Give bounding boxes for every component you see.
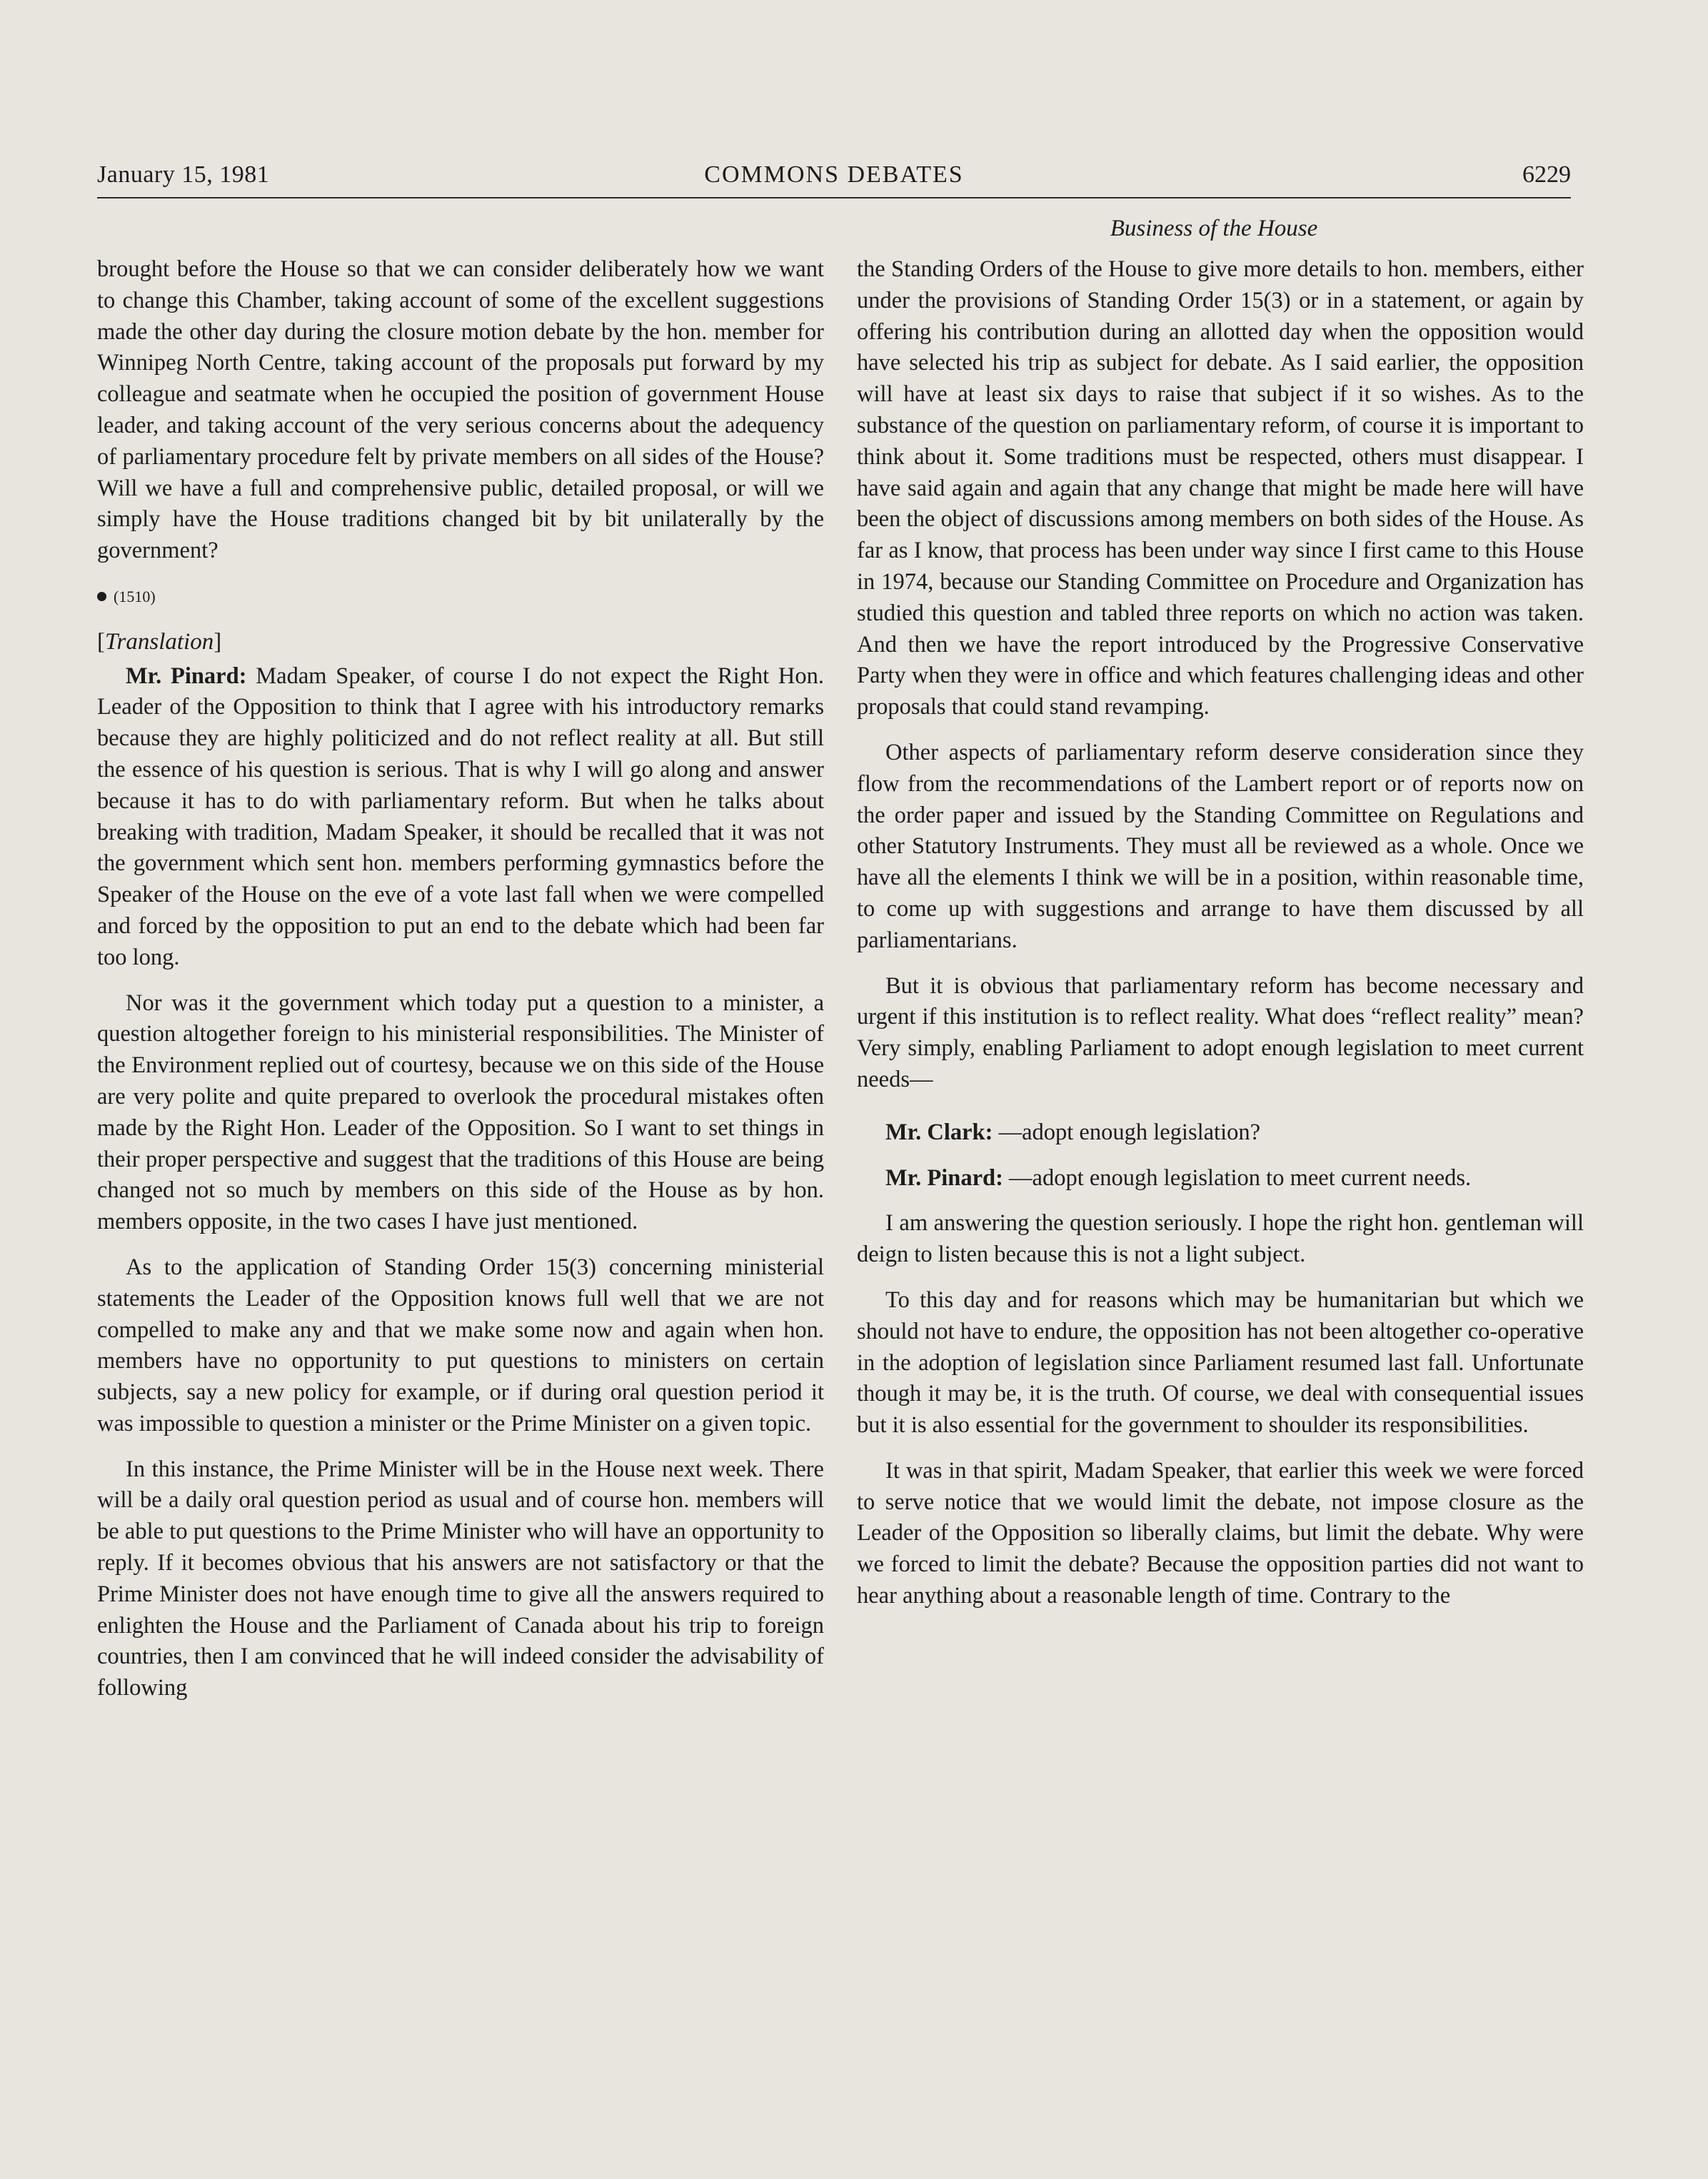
page-header [97, 160, 1571, 198]
translation-label-text: Translation [105, 628, 214, 655]
paragraph: brought before the House so that we can consider deliberately how we want to change this Chamber, taking account of some of the excellent suggestions made the other day during the closure motion debate by the hon. member for Winnipeg North Centre, taking account of the proposals put forward by my colleague and seatmate when he occupied the position of government House leader, and taking account of the very serious concerns about the adequency of parliamentary procedure felt by private members on all sides of the House? Will we have a full and comprehensive public, detailed proposal, or will we simply have the House traditions changed bit by bit unilaterally by the government? [97, 256, 824, 564]
speech-text: Madam Speaker, of course I do not expect the Right Hon. Leader of the Opposition to think that I agree with his introductory remarks because they are highly politicized and do not reflect reality at all. But still the essence of his question is serious. That is why I will go along and answer because it has to do with parliamentary reform. But when he talks about breaking with tradition, Madam Speaker, it should be recalled that it was not the government which sent hon. members performing gymnastics before the Speaker of the House on the eve of a vote last fall when we were compelled and forced by the opposition to put an end to the debate which had been far too long. [97, 663, 824, 970]
paragraph: In this instance, the Prime Minister will be in the House next week. There will be a daily oral question period as usual and of course hon. members will be able to put questions to the Prime Minister who will have an opportunity to reply. If it becomes obvious that his answers are not satisfactory or that the Prime Minister does not have enough time to give all the answers required to enlighten the House and the Parliament of Canada about his trip to foreign countries, then I am convinced that he will indeed consider the advisability of following [97, 1456, 824, 1701]
paragraph: the Standing Orders of the House to give more details to hon. members, either under the provisions of Standing Order 15(3) or in a statement, or again by offering his contribution during an allotted day when the opposition would have selected his trip as subject for debate. As I said earlier, the opposition will have at least six days to raise that subject if it so wishes. As to the substance of the question on parliamentary reform, of course it is important to think about it. Some traditions must be respected, others must disappear. I have said again and again that any change that might be made here will have been the object of discussions among members on both sides of the House. As far as I know, that process has been under way since I first came to this House in 1974, because our Standing Committee on Procedure and Organization has studied this question and tabled three reports on which no action was taken. And then we have the report introduced by the Progressive Conservative Party when they were in office and which features challenging ideas and other proposals that could stand revamping. [857, 256, 1584, 720]
speech-text: —adopt enough legislation to meet current needs. [1009, 1164, 1472, 1191]
speech-text: —adopt enough legislation? [998, 1119, 1261, 1145]
paragraph: It was in that spirit, Madam Speaker, that earlier this week we were forced to serve notice that we would limit the debate, not impose closure as the Leader of the Opposition so liberally claims, but limit the debate. Why were we forced to limit the debate? Because the opposition parties did not want to hear anything about a reasonable length of time. Contrary to the [857, 1457, 1584, 1609]
translation-label: [Translation] [97, 628, 222, 655]
speech-paragraph [857, 1163, 1584, 1194]
paragraph: I am answering the question seriously. I hope the right hon. gentleman will deign to listen because this is not a light subject. [857, 1210, 1584, 1268]
header-title: COMMONS DEBATES [704, 161, 964, 188]
speech-paragraph [857, 1117, 1584, 1149]
section-title: Business of the House [1110, 216, 1318, 241]
paragraph: Other aspects of parliamentary reform deserve consideration since they flow from the recommendations of the Lambert report or of reports now on the order paper and issued by the Standing Committee on Regulations and other Statutory Instruments. They must all be reviewed as a whole. Once we have all the elements I think we will be in a position, within reasonable time, to come up with suggestions and arrange to have them discussed by all parliamentarians. [857, 739, 1584, 953]
speech-paragraph [97, 661, 824, 974]
paragraph: To this day and for reasons which may be humanitarian but which we should not have to endure, the opposition has not been altogether co-operative in the adoption of legislation since Parliament resumed last fall. Unfortunate though it may be, it is the truth. Of course, we deal with consequential issues but it is also essential for the government to shoulder its responsibilities. [857, 1287, 1584, 1439]
header-page-number: 6229 [1522, 161, 1571, 188]
paragraph: Nor was it the government which today put a question to a minister, a question altogether foreign to his ministerial responsibilities. The Minister of the Environment replied out of courtesy, because we on this side of the House are very polite and quite prepared to overlook the procedural mistakes often made by the Right Hon. Leader of the Opposition. So I want to set things in their proper perspective and suggest that the traditions of this House are being changed not so much by members on this side of the House as by hon. members opposite, in the two cases I have just mentioned. [97, 990, 824, 1235]
speaker-name: Mr. Pinard: [885, 1164, 1003, 1191]
right-column [857, 254, 1584, 1626]
speaker-name: Mr. Pinard: [126, 663, 247, 689]
paragraph: As to the application of Standing Order 15(3) concerning ministerial statements the Leader of the Opposition knows full well that we are not compelled to make any and that we make some now and again when hon. members have no opportunity to put questions to ministers on certain subjects, say a new policy for example, or if during oral question period it was impossible to question a minister or the Prime Minister on a given topic. [97, 1254, 824, 1436]
paragraph: But it is obvious that parliamentary reform has become necessary and urgent if this institution is to reflect reality. What does “reflect reality” mean? Very simply, enabling Parliament to adopt enough legislation to meet current needs— [857, 972, 1584, 1092]
time-marker [97, 581, 824, 613]
speaker-name: Mr. Clark: [885, 1119, 993, 1145]
left-column [97, 254, 824, 1718]
header-date: January 15, 1981 [97, 161, 270, 188]
bullet-icon [97, 592, 106, 601]
time-marker-label: (1510) [114, 587, 156, 605]
